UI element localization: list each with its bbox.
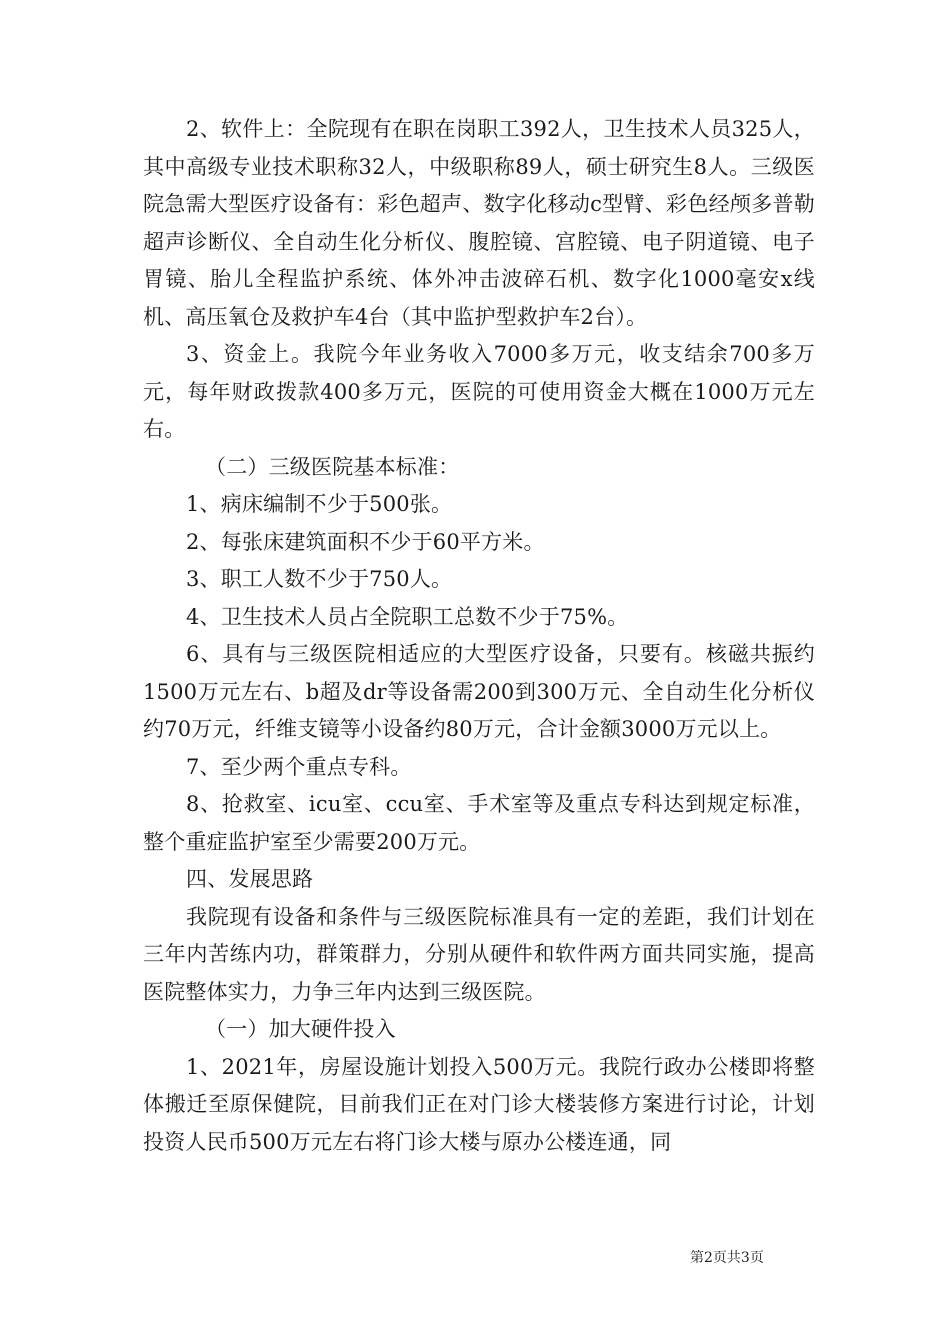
paragraph-equipment: 6、具有与三级医院相适应的大型医疗设备，只要有。核磁共振约1500万元左右、b超及dr等设备需200到300万元、全自动生化分析仪约70万元，纤维支镜等小设备约80万元，合计金额3000万元以上。 xyxy=(143,642,815,741)
section-heading-standards: （二）三级医院基本标准： xyxy=(205,454,460,479)
list-item-staff-count: 3、职工人数不少于750人。 xyxy=(186,567,453,591)
section-heading-development: 四、发展思路 xyxy=(186,867,314,891)
list-item-floor-area: 2、每张床建筑面积不少于60平方米。 xyxy=(186,529,545,554)
paragraph-development-plan: 我院现有设备和条件与三级医院标准具有一定的差距，我们计划在三年内苦练内功，群策群力，分别从硬件和软件两方面共同实施，提高医院整体实力，力争三年内达到三级医院。 xyxy=(143,904,815,1004)
paragraph-icu: 8、抢救室、icu室、ccu室、手术室等及重点专科达到规定标准，整个重症监护室至少需要200万元。 xyxy=(143,792,815,854)
page-footer: 第2页共3页 xyxy=(690,1250,764,1266)
paragraph-software: 2、软件上：全院现有在职在岗职工392人，卫生技术人员325人，其中高级专业技术职称32人，中级职称89人，硕士研究生8人。三级医院急需大型医疗设备有：彩色超声、数字化移动c型臂、彩色经颅多普勒超声诊断仪、全自动生化分析仪、腹腔镜、宫腔镜、电子阴道镜、电子胃镜、胎儿全程监护系统、体外冲击波碎石机、数字化1000毫安x线机、高压氧仓及救护车4台（其中监护型救护车2台）。 xyxy=(143,117,815,329)
list-item-beds: 1、病床编制不少于500张。 xyxy=(186,492,453,516)
document-body xyxy=(143,111,815,1161)
section-heading-hardware: （一）加大硬件投入 xyxy=(205,1017,396,1041)
paragraph-funds: 3、资金上。我院今年业务收入7000多万元，收支结余700多万元，每年财政拨款400多万元，医院的可使用资金大概在1000万元左右。 xyxy=(143,342,815,441)
paragraph-hardware-2021: 1、2021年，房屋设施计划投入500万元。我院行政办公楼即将整体搬迁至原保健院，目前我们正在对门诊大楼装修方案进行讨论，计划投资人民币500万元左右将门诊大楼与原办公楼连通，同 xyxy=(143,1054,815,1154)
list-item-specialties: 7、至少两个重点专科。 xyxy=(186,754,412,779)
list-item-technical-staff: 4、卫生技术人员占全院职工总数不少于75%。 xyxy=(186,604,629,629)
